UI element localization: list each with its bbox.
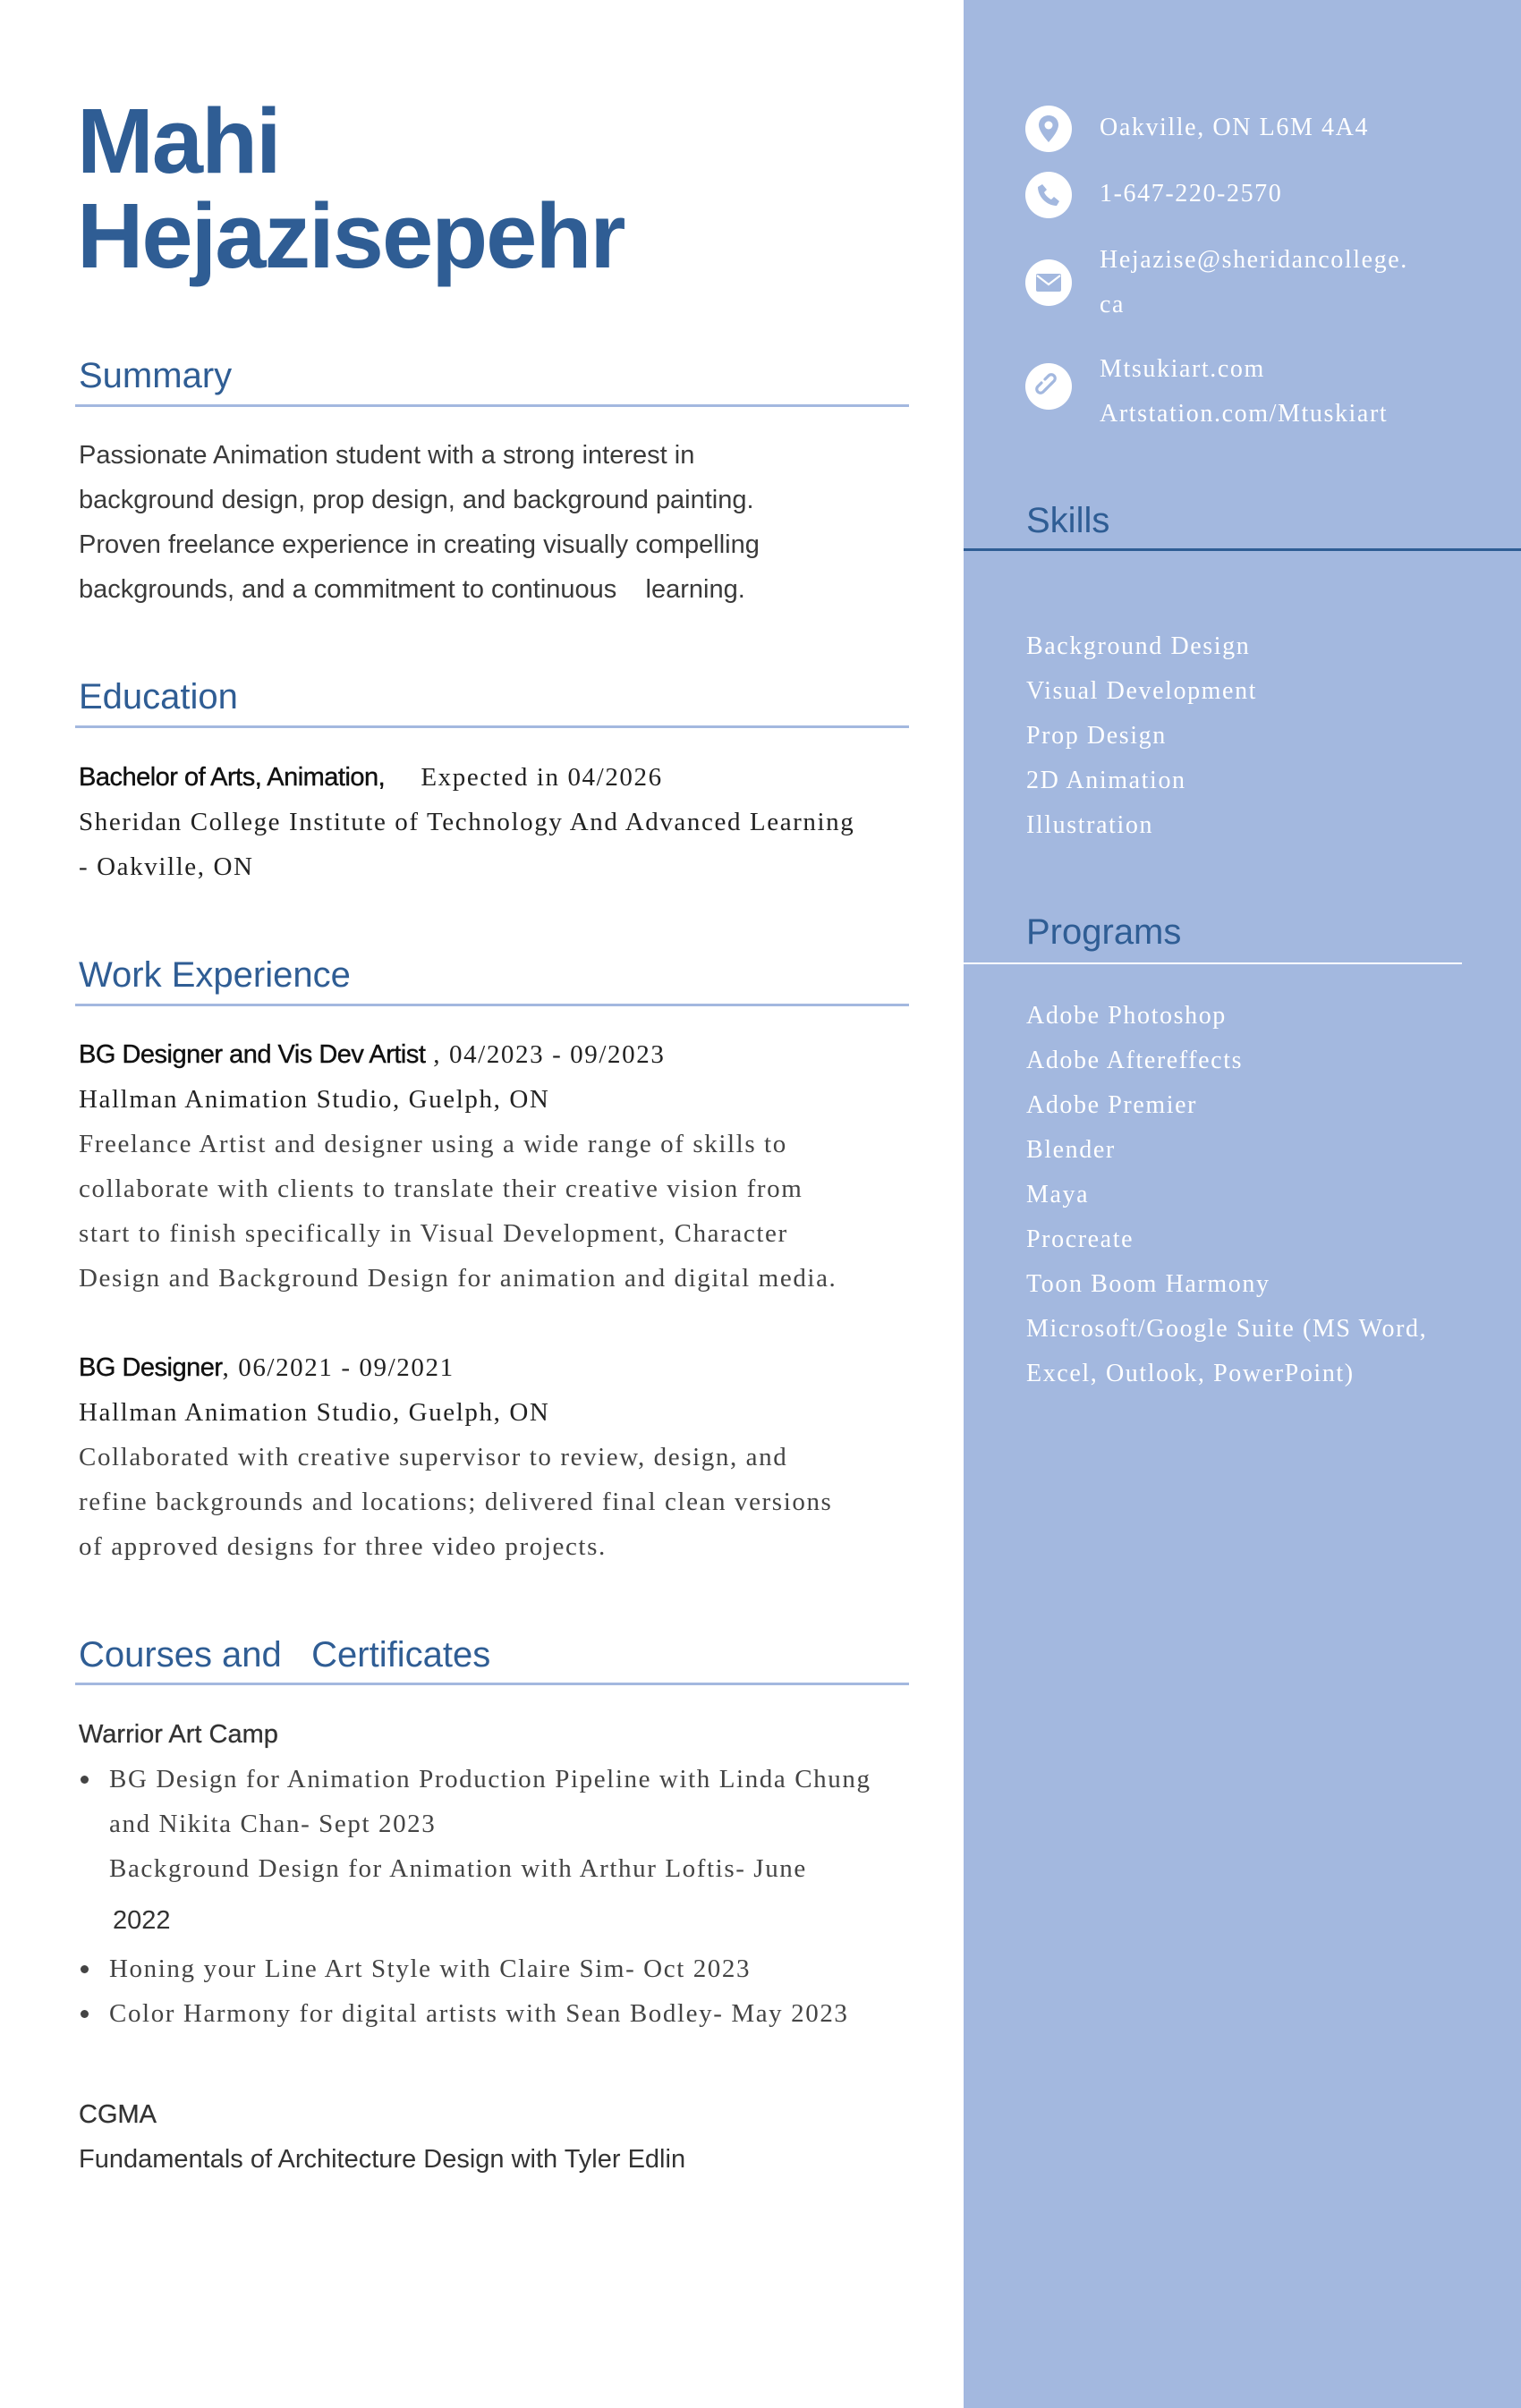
address-text: Oakville, ON L6M 4A4 (1100, 114, 1370, 141)
job-description-line: of approved designs for three video projects. (79, 1532, 607, 1561)
summary-line: Passionate Animation student with a strong interest in (79, 441, 695, 470)
job-dates: , 04/2023 - 09/2023 (425, 1040, 666, 1069)
skill-item: Background Design (1026, 632, 1251, 660)
program-item: Procreate (1026, 1225, 1134, 1253)
program-item: Excel, Outlook, PowerPoint) (1026, 1360, 1355, 1387)
job-company: Hallman Animation Studio, Guelph, ON (79, 1398, 550, 1427)
skills-heading: Skills (1026, 501, 1110, 540)
envelope-icon (1025, 259, 1072, 306)
course-line: 2022 (113, 1906, 171, 1935)
list-item (79, 1946, 920, 1991)
job-description-line: refine backgrounds and locations; delivered final clean versions (79, 1488, 833, 1516)
education-degree-row (79, 755, 663, 800)
course-provider: CGMA (79, 2100, 157, 2129)
skills-list (1026, 624, 1257, 848)
summary-divider (75, 404, 909, 407)
job-description-line: Freelance Artist and designer using a wide range of skills to (79, 1130, 787, 1158)
job-description-line: Design and Background Design for animation and digital media. (79, 1264, 837, 1293)
last-name: Hejazisepehr (77, 184, 625, 287)
email-text-line1[interactable]: Hejazise@sheridancollege. (1100, 246, 1408, 274)
skill-item: Visual Development (1026, 677, 1258, 705)
program-item: Adobe Photoshop (1026, 1002, 1227, 1030)
course-line: Fundamentals of Architecture Design with Tyler Edlin (79, 2145, 686, 2174)
phone-text[interactable]: 1-647-220-2570 (1100, 180, 1283, 208)
programs-list (1026, 994, 1427, 1396)
skill-item: Prop Design (1026, 722, 1167, 750)
summary-line: Proven freelance experience in creating visually compelling (79, 530, 760, 559)
bullet-icon (81, 2010, 89, 2018)
link-icon (1025, 363, 1072, 410)
work-heading: Work Experience (79, 955, 351, 995)
first-name: Mahi (77, 89, 280, 192)
job-title-row (79, 1345, 455, 1390)
course-line: Background Design for Animation with Arthur Loftis- June (109, 1854, 807, 1883)
list-item (79, 1757, 920, 1946)
summary-line: background design, prop design, and background painting. (79, 486, 754, 514)
bullet-icon (81, 1776, 89, 1784)
email-text-line2[interactable]: ca (1100, 291, 1126, 318)
job-description-line: collaborate with clients to translate their creative vision from (79, 1174, 803, 1203)
website-link[interactable]: Artstation.com/Mtuskiart (1100, 400, 1389, 428)
degree-title: Bachelor of Arts, Animation, (79, 763, 386, 792)
program-item: Microsoft/Google Suite (MS Word, (1026, 1315, 1428, 1343)
program-item: Blender (1026, 1136, 1116, 1164)
skills-divider (964, 548, 1521, 551)
work-divider (75, 1004, 909, 1006)
summary-line: backgrounds, and a commitment to continuous learning. (79, 575, 745, 604)
school-name: Sheridan College Institute of Technology And Advanced Learning (79, 808, 855, 836)
programs-divider (964, 962, 1462, 964)
course-list (79, 1757, 920, 2036)
bullet-icon (81, 1965, 89, 1973)
job-role: BG Designer (79, 1353, 223, 1382)
courses-heading: Courses and Certificates (79, 1635, 491, 1675)
website-link[interactable]: Mtsukiart.com (1100, 355, 1265, 383)
phone-icon (1025, 172, 1072, 218)
job-description-line: Collaborated with creative supervisor to review, design, and (79, 1443, 788, 1471)
skill-item: Illustration (1026, 811, 1154, 839)
education-heading: Education (79, 677, 238, 716)
course-line: Honing your Line Art Style with Claire Sim- Oct 2023 (109, 1954, 752, 1983)
program-item: Adobe Premier (1026, 1091, 1198, 1119)
school-location: - Oakville, ON (79, 852, 254, 881)
degree-date: Expected in 04/2026 (421, 763, 663, 792)
job-dates: , 06/2021 - 09/2021 (222, 1353, 455, 1382)
program-item: Toon Boom Harmony (1026, 1270, 1270, 1298)
course-provider: Warrior Art Camp (79, 1720, 278, 1749)
program-item: Adobe Aftereffects (1026, 1047, 1244, 1074)
job-description (79, 1435, 911, 1569)
job-company: Hallman Animation Studio, Guelph, ON (79, 1085, 550, 1114)
summary-heading: Summary (79, 356, 233, 395)
job-description (79, 1122, 911, 1301)
job-title-row (79, 1032, 665, 1077)
summary-text (79, 433, 884, 612)
course-line: and Nikita Chan- Sept 2023 (109, 1810, 437, 1838)
programs-heading: Programs (1026, 912, 1182, 952)
location-pin-icon (1025, 106, 1072, 152)
job-description-line: start to finish specifically in Visual Development, Character (79, 1219, 788, 1248)
candidate-name (77, 89, 625, 287)
course-line: Color Harmony for digital artists with Sean Bodley- May 2023 (109, 1999, 849, 2028)
job-role: BG Designer and Vis Dev Artist (79, 1040, 426, 1069)
skill-item: 2D Animation (1026, 767, 1186, 794)
list-item (79, 1991, 920, 2036)
education-divider (75, 725, 909, 728)
program-item: Maya (1026, 1181, 1090, 1208)
courses-divider (75, 1683, 909, 1685)
course-line: BG Design for Animation Production Pipeline with Linda Chung (109, 1765, 871, 1793)
